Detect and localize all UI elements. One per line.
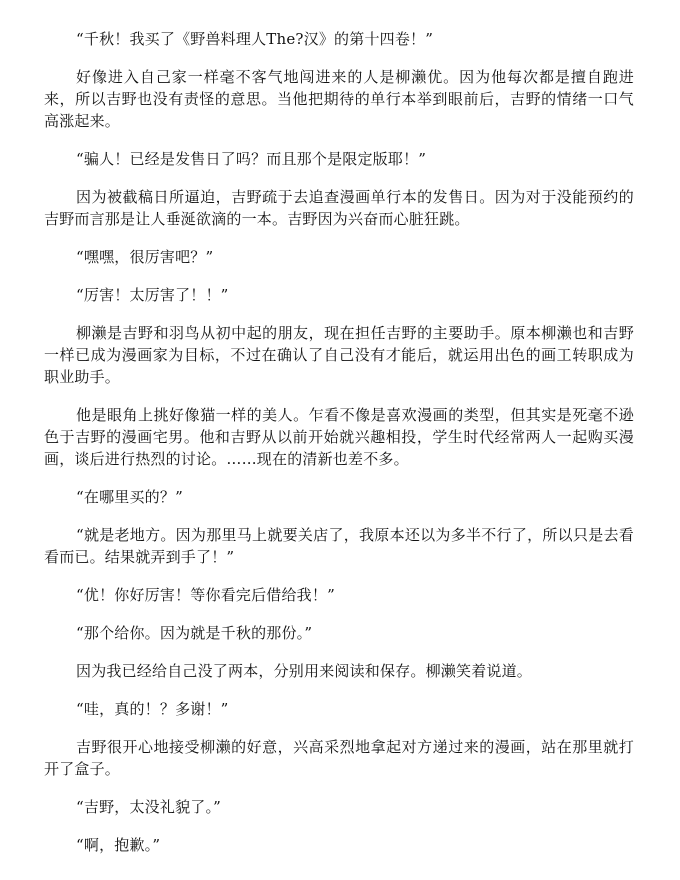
paragraph: “啊，抱歉。” (76, 836, 161, 854)
paragraph: “在哪里买的？” (76, 488, 183, 506)
paragraph: 好像进入自己家一样毫不客气地闯进来的人是柳濑优。因为他每次都是擅自跑进来，所以吉野也没有责怪的意思。当他把期待的单行本举到眼前后，吉野的情绪一口气高涨起来。 (44, 68, 634, 130)
paragraph: “吉野，太没礼貌了。” (76, 798, 222, 816)
paragraph: “那个给你。因为就是千秋的那份。” (76, 624, 313, 642)
paragraph: 柳濑是吉野和羽鸟从初中起的朋友，现在担任吉野的主要助手。原本柳濑也和吉野一样已成为漫画家为目标，不过在确认了自己没有才能后，就运用出色的画工转职成为职业助手。 (44, 324, 634, 386)
paragraph: “千秋！我买了《野兽料理人The?汉》的第十四卷！” (76, 30, 434, 48)
paragraph: “嘿嘿，很厉害吧？” (76, 248, 214, 266)
paragraph: “优！你好厉害！等你看完后借给我！” (76, 586, 335, 604)
paragraph: 因为被截稿日所逼迫，吉野疏于去追查漫画单行本的发售日。因为对于没能预约的吉野而言那是让人垂涎欲滴的一本。吉野因为兴奋而心脏狂跳。 (44, 188, 634, 228)
paragraph: “厉害！太厉害了！！” (76, 286, 229, 304)
paragraph: “骗人！已经是发售日了吗？而且那个是限定版耶！” (76, 150, 427, 168)
paragraph: 吉野很开心地接受柳濑的好意，兴高采烈地拿起对方递过来的漫画，站在那里就打开了盒子。 (44, 738, 634, 778)
document-page (44, 28, 634, 872)
paragraph: “就是老地方。因为那里马上就要关店了，我原本还以为多半不行了，所以只是去看看而已。结果就弄到手了！” (44, 526, 634, 566)
paragraph: 他是眼角上挑好像猫一样的美人。乍看不像是喜欢漫画的类型，但其实是死毫不逊色于吉野的漫画宅男。他和吉野从以前开始就兴趣相投，学生时代经常两人一起购买漫画，谈后进行热烈的讨论。……现在的清新也差不多。 (44, 406, 634, 468)
paragraph: 因为我已经给自己没了两本，分别用来阅读和保存。柳濑笑着说道。 (76, 662, 533, 680)
paragraph: “哇，真的！？多谢！” (76, 700, 229, 718)
